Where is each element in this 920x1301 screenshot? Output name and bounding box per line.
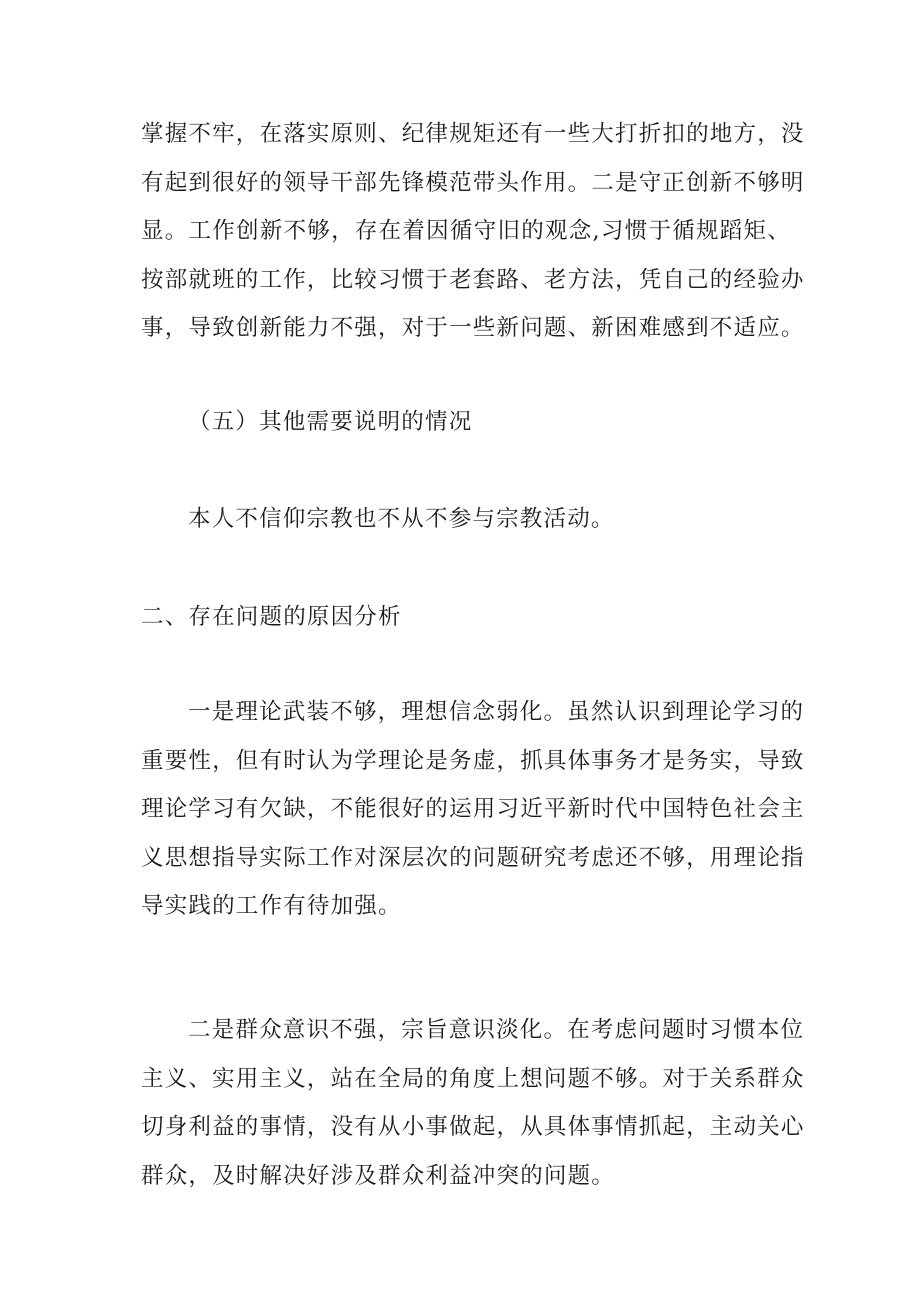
text-line: 一是理论武装不够，理想信念弱化。虽然认识到理论学习的 xyxy=(188,699,805,725)
section-heading-cause-analysis xyxy=(141,593,791,642)
text-line: 事，导致创新能力不强，对于一些新问题、新困难感到不适应。 xyxy=(141,315,805,342)
text-line: 二是群众意识不强，宗旨意识淡化。在考虑问题时习惯本位 xyxy=(188,1017,805,1043)
text-line: 切身利益的事情，没有从小事做起，从具体事情抓起，主动关心 xyxy=(141,1114,805,1141)
text-line: 群众，及时解决好涉及群众利益冲突的问题。 xyxy=(141,1162,616,1189)
text-line: 导实践的工作有待加强。 xyxy=(141,893,402,920)
text-line: 义思想指导实际工作对深层次的问题研究考虑还不够，用理论指 xyxy=(141,844,805,871)
text-line: 本人不信仰宗教也不从不参与宗教活动。 xyxy=(188,506,615,532)
text-line: 理论学习有欠缺，不能很好的运用习近平新时代中国特色社会主 xyxy=(141,796,805,823)
text-line: 按部就班的工作，比较习惯于老套路、老方法，凭自己的经验办 xyxy=(141,266,805,293)
text-line: 主义、实用主义，站在全局的角度上想问题不够。对于关系群众 xyxy=(141,1065,805,1092)
paragraph-masses xyxy=(141,1006,805,1200)
section-heading-other xyxy=(188,398,788,447)
heading-text: 二、存在问题的原因分析 xyxy=(141,604,402,630)
text-line: 掌握不牢，在落实原则、纪律规矩还有一些大打折扣的地方，没 xyxy=(141,121,805,147)
paragraph-religion xyxy=(188,495,788,544)
text-line: 有起到很好的领导干部先锋模范带头作用。二是守正创新不够明 xyxy=(141,169,805,196)
paragraph-innovation xyxy=(141,110,805,353)
paragraph-theory xyxy=(141,688,805,931)
heading-text: （五）其他需要说明的情况 xyxy=(188,409,473,435)
text-line: 重要性，但有时认为学理论是务虚，抓具体事务才是务实，导致 xyxy=(141,747,805,774)
text-line: 显。工作创新不够，存在着因循守旧的观念,习惯于循规蹈矩、 xyxy=(141,218,791,245)
